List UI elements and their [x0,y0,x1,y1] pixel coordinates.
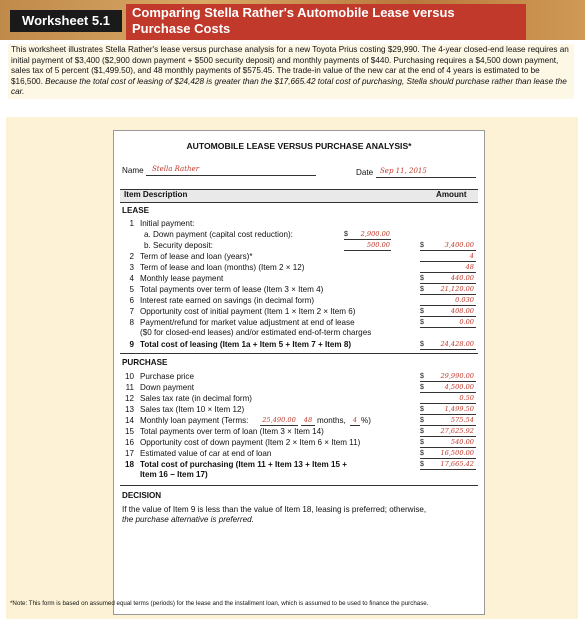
name-value: Stella Rather [152,165,200,173]
item-7-label: Opportunity cost of initial payment (Item 1 × Item 2 × Item 6) [140,307,356,316]
item-4-amount: 440.00 [450,274,474,282]
item-18-dollar: $ [420,461,424,468]
item-2-number: 2 [129,252,134,261]
item-1b-line [344,250,391,251]
item-11-label: Down payment [140,383,194,392]
item-3-label: Term of lease and loan (months) (Item 2 × 12) [140,263,305,272]
item-5-dollar: $ [420,286,424,293]
item-12-amount: 0.50 [459,394,474,402]
item-14-rate: 4 [352,416,358,424]
form-title: AUTOMOBILE LEASE VERSUS PURCHASE ANALYSIS* [186,141,412,151]
item-14-number: 14 [124,416,134,425]
item-12-number: 12 [124,394,134,403]
item-10-number: 10 [124,372,134,381]
item-8-dollar: $ [420,319,424,326]
item-11-number: 11 [125,383,134,392]
item-7-number: 7 [129,307,134,316]
item-17-number: 17 [124,449,134,458]
item-9-label: Total cost of leasing (Item 1a + Item 5 + Item 7 + Item 8) [140,340,352,349]
item-7-line [420,316,476,317]
item-5-amount: 21,120.00 [440,285,474,293]
item-1a-dollar: $ [344,231,348,238]
item-15-dollar: $ [420,428,424,435]
item-1-dollar: $ [420,242,424,249]
item-6-line [420,305,476,306]
item-13-line [420,414,476,415]
item-5-number: 5 [129,285,134,294]
item-8-label-2: ($0 for closed-end leases) and/or estimated end-of-term charges [140,328,372,337]
item-14-months-line [301,425,315,426]
intro-text: This worksheet illustrates Stella Rather's lease versus purchase analysis for a new Toyota Prius costing $29,990. The 4-year closed-end lease requires an initial payment of $3,400 ($2,900 down payment + $500 security deposit) and monthly payments of $440. Purchasing requires a $4,500 down payment, sales tax of 5 percent ($1,499.50), and 48 monthly payments of $575.45. The trade-in value of the new car at the end of 4 years is estimated to be $16,500. [11,45,569,86]
item-17-dollar: $ [420,450,424,457]
title-line-2: Purchase Costs [132,21,231,36]
item-10-label: Purchase price [140,372,194,381]
lease-heading: LEASE [122,206,149,215]
item-1-label: Initial payment: [140,219,195,228]
item-14-amount: 575.54 [450,416,474,424]
item-14-rate-line [350,425,360,426]
purchase-heading: PURCHASE [122,358,168,367]
date-value: Sep 11, 2015 [380,167,427,175]
item-15-number: 15 [124,427,134,436]
item-9-amount: 24,428.00 [440,340,474,348]
item-12-label: Sales tax rate (in decimal form) [140,394,253,403]
intro-conclusion: Because the total cost of leasing of $24,428 is greater than the $17,665.42 total cost of purchasing, Stella should purchase rather than lease the car. [11,76,567,97]
item-16-label: Opportunity cost of down payment (Item 2 × Item 6 × Item 11) [140,438,361,447]
item-4-label: Monthly lease payment [140,274,224,283]
item-17-line [420,458,476,459]
item-18-line [420,469,476,470]
col-item-description: Item Description [124,190,188,199]
item-8-line [420,327,476,328]
item-1-number: 1 [129,219,134,228]
item-7-dollar: $ [420,308,424,315]
item-1-amount: 3,400.00 [444,241,474,249]
intro-paragraph [8,44,574,99]
item-14-months: 48 [303,416,313,424]
item-14-label-b: months, [317,416,346,425]
item-6-amount: 0.030 [455,296,474,304]
footnote: *Note: This form is based on assumed equal terms (periods) for the lease and the installment loan, which is assumed to be used to finance the purchase. [10,600,429,607]
item-13-label: Sales tax (Item 10 × Item 12) [140,405,245,414]
item-9-number: 9 [129,340,134,349]
item-15-amount: 27,625.92 [440,427,474,435]
item-3-line [420,272,476,273]
decision-text-2: the purchase alternative is preferred. [122,515,254,524]
item-8-number: 8 [129,318,134,327]
name-label: Name [122,166,144,175]
item-10-amount: 29,990.00 [440,372,474,380]
item-4-dollar: $ [420,275,424,282]
item-18-number: 18 [124,460,134,469]
item-15-line [420,436,476,437]
item-11-amount: 4,500.00 [444,383,474,391]
item-10-line [420,381,476,382]
item-15-label: Total payments over term of loan (Item 3 × Item 14) [140,427,324,436]
item-18-amount: 17,665.42 [440,460,474,468]
lease-purchase-divider [120,353,478,354]
col-amount: Amount [436,190,467,199]
item-8-label: Payment/refund for market value adjustment at end of lease [140,318,355,327]
item-2-line [420,261,476,262]
date-underline [376,177,476,178]
item-14-principal-line [260,425,298,426]
item-18-label-2: Item 16 − Item 17) [140,470,208,479]
item-14-principal: 25,490.00 [262,416,296,424]
item-14-label-c: %) [361,416,371,425]
item-8-amount: 0.00 [459,318,474,326]
decision-heading: DECISION [122,491,162,500]
item-16-amount: 540.00 [450,438,474,446]
item-1-line [420,250,476,251]
item-6-label: Interest rate earned on savings (in decimal form) [140,296,315,305]
item-10-dollar: $ [420,373,424,380]
worksheet-title [126,4,526,40]
item-13-amount: 1,499.50 [444,405,474,413]
item-1a-label: a. Down payment (capital cost reduction): [144,230,293,239]
item-13-dollar: $ [420,406,424,413]
item-1a-line [344,239,391,240]
item-5-label: Total payments over term of lease (Item 3 × Item 4) [140,285,324,294]
item-11-line [420,392,476,393]
item-3-amount: 48 [465,263,474,271]
item-14-label-a: Monthly loan payment (Terms: [140,416,249,425]
item-1b-label: b. Security deposit: [144,241,213,250]
item-18-label: Total cost of purchasing (Item 11 + Item 13 + Item 15 + [140,460,347,469]
item-4-number: 4 [129,274,134,283]
item-17-amount: 16,500.00 [440,449,474,457]
item-2-label: Term of lease and loan (years)* [140,252,253,261]
item-14-line [420,425,476,426]
item-11-dollar: $ [420,384,424,391]
item-1b-value: 500.00 [366,241,390,249]
purchase-decision-divider [120,485,478,486]
item-1a-value: 2,900.00 [360,230,390,238]
item-4-line [420,283,476,284]
item-17-label: Estimated value of car at end of loan [140,449,272,458]
analysis-form [113,130,485,615]
item-12-line [420,403,476,404]
decision-text: If the value of Item 9 is less than the value of Item 18, leasing is preferred; otherwise, [122,505,427,514]
date-label: Date [356,168,374,177]
item-16-line [420,447,476,448]
item-5-line [420,294,476,295]
item-2-amount: 4 [469,252,474,260]
item-9-line [420,349,476,350]
title-line-1: Comparing Stella Rather's Automobile Lease versus [132,5,455,20]
item-3-number: 3 [129,263,134,272]
item-16-number: 16 [124,438,134,447]
item-7-amount: 408.00 [450,307,474,315]
worksheet-label: Worksheet 5.1 [10,10,122,32]
item-9-dollar: $ [420,341,424,348]
item-13-number: 13 [124,405,134,414]
name-underline [146,175,316,176]
item-16-dollar: $ [420,439,424,446]
item-14-dollar: $ [420,417,424,424]
item-6-number: 6 [129,296,134,305]
